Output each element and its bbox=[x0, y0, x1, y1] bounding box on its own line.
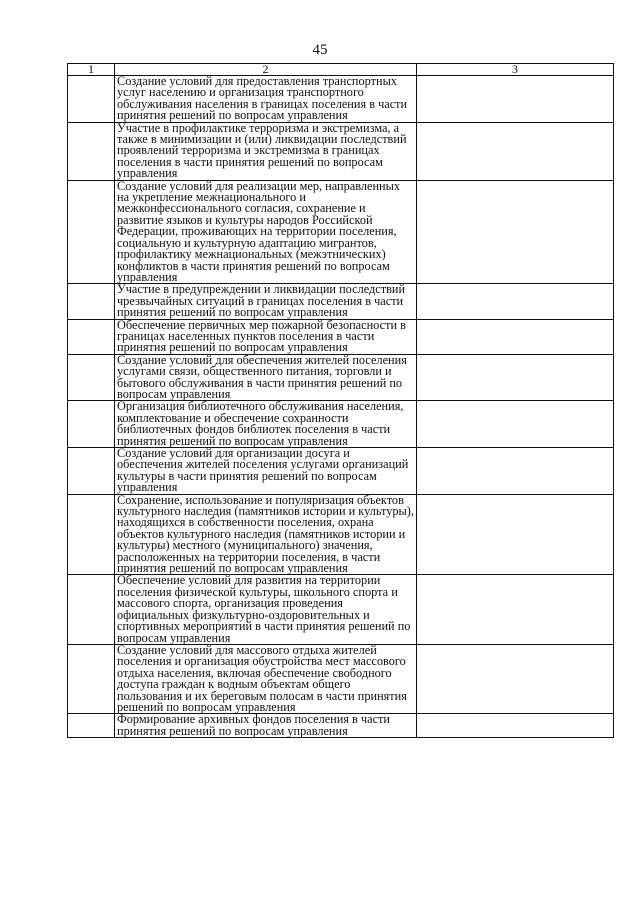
row-number-cell bbox=[68, 644, 115, 713]
empty-cell bbox=[417, 714, 614, 738]
table-row bbox=[68, 448, 614, 495]
column-header-3: 3 bbox=[417, 64, 614, 76]
row-number-cell bbox=[68, 575, 115, 644]
empty-cell bbox=[417, 76, 614, 123]
table-row bbox=[68, 494, 614, 575]
authority-description-cell: Обеспечение условий для развития на территории поселения физической культуры, школьного спорта и массового спорта, организация проведения официальных физкультурно-оздоровительных и спортивных мероприятий в части принятия решений по вопросам управления bbox=[115, 575, 417, 644]
table-row bbox=[68, 76, 614, 123]
table-row bbox=[68, 575, 614, 644]
row-number-cell bbox=[68, 448, 115, 495]
table-row bbox=[68, 401, 614, 448]
column-header-1: 1 bbox=[68, 64, 115, 76]
authority-description-cell: Создание условий для реализации мер, направленных на укрепление межнационального и межконфессионального согласия, сохранение и развитие языков и культуры народов Российской Федерации, проживающих на территории поселения, социальную и культурную адаптацию мигрантов, профилактику межнациональных (межэтнических) конфликтов в части принятия решений по вопросам управления bbox=[115, 180, 417, 284]
table-row bbox=[68, 284, 614, 319]
authority-description-cell: Сохранение, использование и популяризация объектов культурного наследия (памятников истории и культуры), находящихся в собственности поселения, охрана объектов культурного наследия (памятников истории и культуры) местного (муниципального) значения, расположенных на территории поселения, в части принятия решений по вопросам управления bbox=[115, 494, 417, 575]
empty-cell bbox=[417, 448, 614, 495]
row-number-cell bbox=[68, 284, 115, 319]
document-table bbox=[67, 63, 614, 738]
authority-description-cell: Создание условий для обеспечения жителей поселения услугами связи, общественного питания, торговли и бытового обслуживания в части принятия решений по вопросам управления bbox=[115, 354, 417, 401]
table-row bbox=[68, 319, 614, 354]
authority-description-cell: Обеспечение первичных мер пожарной безопасности в границах населенных пунктов поселения в части принятия решений по вопросам управления bbox=[115, 319, 417, 354]
empty-cell bbox=[417, 319, 614, 354]
authority-description-cell: Участие в предупреждении и ликвидации последствий чрезвычайных ситуаций в границах поселения в части принятия решений по вопросам управления bbox=[115, 284, 417, 319]
row-number-cell bbox=[68, 180, 115, 284]
authority-description-cell: Организация библиотечного обслуживания населения, комплектование и обеспечение сохранности библиотечных фондов библиотек поселения в части принятия решений по вопросам управления bbox=[115, 401, 417, 448]
authority-description-cell: Формирование архивных фондов поселения в части принятия решений по вопросам управления bbox=[115, 714, 417, 738]
row-number-cell bbox=[68, 354, 115, 401]
authority-description-cell: Создание условий для массового отдыха жителей поселения и организация обустройства мест массового отдыха населения, включая обеспечение свободного доступа граждан к водным объектам общего пользования и их береговым полосам в части принятия решений по вопросам управления bbox=[115, 644, 417, 713]
empty-cell bbox=[417, 494, 614, 575]
table-row bbox=[68, 714, 614, 738]
column-header-2: 2 bbox=[115, 64, 417, 76]
table-row bbox=[68, 354, 614, 401]
row-number-cell bbox=[68, 319, 115, 354]
table-row bbox=[68, 180, 614, 284]
empty-cell bbox=[417, 644, 614, 713]
row-number-cell bbox=[68, 494, 115, 575]
empty-cell bbox=[417, 180, 614, 284]
empty-cell bbox=[417, 575, 614, 644]
row-number-cell bbox=[68, 76, 115, 123]
table-row bbox=[68, 644, 614, 713]
page-number: 45 bbox=[312, 42, 328, 58]
row-number-cell bbox=[68, 401, 115, 448]
row-number-cell bbox=[68, 714, 115, 738]
authority-description-cell: Создание условий для организации досуга и обеспечения жителей поселения услугами организаций культуры в части принятия решений по вопросам управления bbox=[115, 448, 417, 495]
table-row bbox=[68, 122, 614, 180]
authority-description-cell: Участие в профилактике терроризма и экстремизма, а также в минимизации и (или) ликвидации последствий проявлений терроризма и экстремизма в границах поселения в части принятия решений по вопросам управления bbox=[115, 122, 417, 180]
empty-cell bbox=[417, 122, 614, 180]
empty-cell bbox=[417, 401, 614, 448]
empty-cell bbox=[417, 284, 614, 319]
row-number-cell bbox=[68, 122, 115, 180]
authority-description-cell: Создание условий для предоставления транспортных услуг населению и организация транспортного обслуживания населения в границах поселения в части принятия решений по вопросам управления bbox=[115, 76, 417, 123]
empty-cell bbox=[417, 354, 614, 401]
